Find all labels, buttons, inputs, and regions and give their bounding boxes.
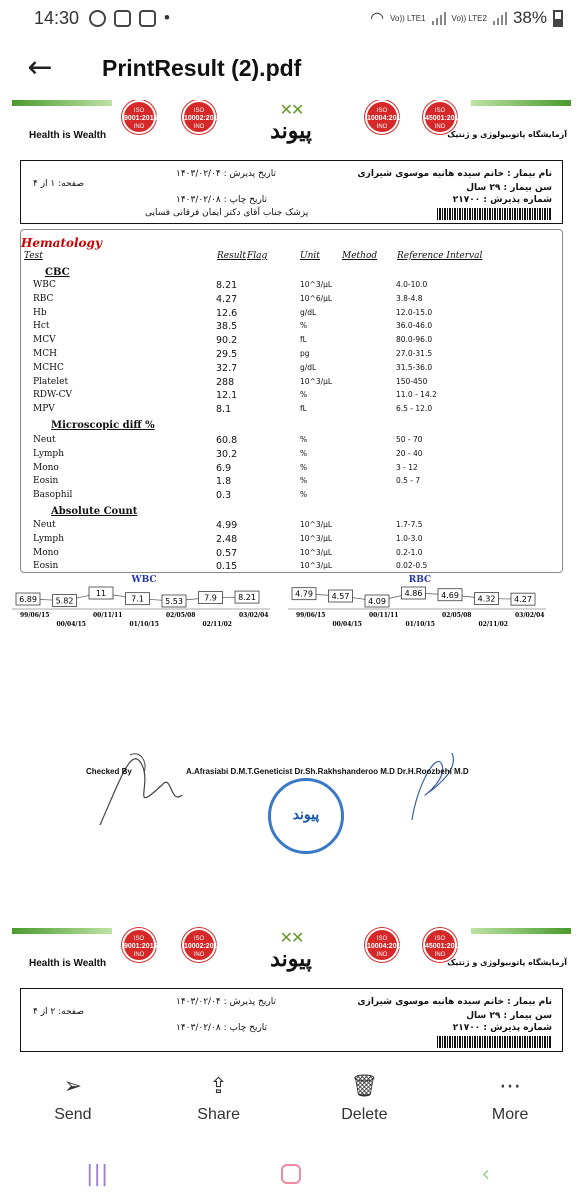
data-label: 4.86	[404, 589, 423, 598]
result-unit: %	[300, 490, 308, 500]
data-label: 11	[95, 589, 107, 598]
result-value: 4.99	[216, 520, 238, 531]
tick-label: 02/05/08	[442, 612, 472, 619]
result-value: 8.21	[216, 280, 238, 291]
tick-label: 03/02/04	[515, 612, 545, 619]
result-ref: 31.5-36.0	[396, 362, 433, 372]
report-header	[12, 928, 571, 982]
peyvand-logo: ✕✕ پیوند	[256, 928, 326, 978]
data-label: 4.27	[514, 595, 532, 605]
result-unit: %	[300, 448, 308, 458]
result-name: Hb	[33, 307, 47, 318]
result-unit: fL	[300, 335, 307, 345]
result-row	[21, 377, 562, 391]
result-unit: 10^3/µL	[300, 533, 333, 543]
col-reference: Reference Interval	[397, 251, 483, 261]
admission-number: شماره پذیرش : ۲۱۷۰۰	[452, 195, 552, 205]
result-unit: %	[300, 476, 308, 486]
result-value: 0.57	[216, 547, 238, 559]
rbc-trend-chart	[288, 575, 552, 653]
data-label: 4.69	[441, 590, 459, 600]
b-notification-icon	[89, 10, 106, 27]
result-value: 288	[216, 376, 235, 388]
col-method: Method	[342, 251, 378, 261]
result-ref: 6.5 - 12.0	[396, 404, 433, 414]
result-name: Lymph	[33, 533, 64, 544]
result-unit: %	[300, 435, 308, 444]
result-ref: 11.0 - 14.2	[396, 390, 437, 400]
tick-label: 00/04/15	[56, 621, 86, 628]
pdf-page-1	[12, 100, 571, 845]
result-unit: 10^3/µL	[300, 561, 333, 571]
result-name: Platelet	[33, 376, 69, 387]
result-name: Hct	[33, 321, 50, 332]
admission-date: تاریخ پذیرش : ۱۴۰۳/۰۲/۰۴	[176, 169, 276, 179]
result-unit: 10^3/µL	[300, 280, 333, 289]
result-unit: g/dL	[300, 362, 317, 372]
result-ref: 12.0-15.0	[396, 307, 433, 317]
result-row	[21, 363, 562, 377]
result-value: 2.48	[216, 533, 238, 545]
iso-badge: ISO 9001:2015 INO	[122, 100, 156, 134]
iso-badge: ISO 10002:2018 INO	[182, 100, 216, 134]
result-value: 12.1	[216, 390, 238, 402]
tick-label: 01/10/15	[129, 621, 159, 628]
result-value: 8.1	[216, 404, 232, 416]
app-bar	[0, 36, 583, 100]
result-unit: %	[300, 462, 308, 472]
col-result: Result	[217, 251, 247, 261]
instagram-notification-icon	[139, 10, 156, 27]
result-unit: 10^3/µL	[300, 520, 333, 529]
battery-icon	[553, 10, 563, 27]
result-ref: 0.02-0.5	[396, 561, 428, 571]
result-row	[21, 390, 562, 404]
header-stripe-left	[12, 928, 112, 934]
result-name: MPV	[33, 404, 55, 415]
data-label: 5.53	[165, 597, 183, 606]
result-row	[21, 561, 562, 575]
result-row	[21, 476, 562, 490]
result-name: Basophil	[33, 490, 73, 501]
iso-badge: ISO 45001:2018 INO	[423, 928, 457, 962]
header-stripe-left	[12, 100, 112, 106]
page-number: صفحه: ۲ از ۴	[33, 1007, 84, 1017]
abs-title: Absolute Count	[51, 506, 138, 517]
result-name: RBC	[33, 293, 54, 304]
result-value: 4.27	[216, 293, 238, 305]
print-date: تاریخ چاپ : ۱۴۰۳/۰۲/۰۸	[176, 1023, 268, 1033]
lab-stamp: پیوند	[268, 778, 344, 854]
delete-button[interactable]: 🗑 Delete	[341, 1073, 388, 1123]
system-nav-bar	[0, 1148, 583, 1200]
result-row	[21, 404, 562, 418]
more-button[interactable]: ⋯ More	[491, 1073, 529, 1123]
tick-label: 99/06/15	[296, 612, 326, 619]
barcode	[437, 1036, 552, 1048]
result-name: RDW-CV	[33, 390, 73, 401]
patient-age: سن بیمار : ۲۹ سال	[466, 1011, 552, 1021]
result-row	[21, 463, 562, 477]
iso-badge: ISO 10002:2018 INO	[182, 928, 216, 962]
result-unit: %	[300, 321, 308, 331]
result-row	[21, 490, 562, 504]
result-ref: 3.8-4.8	[396, 293, 423, 303]
result-ref: 20 - 40	[396, 448, 423, 458]
result-name: MCHC	[33, 362, 64, 373]
logo-mark-icon: ✕✕	[279, 928, 303, 947]
result-value: 12.6	[216, 307, 238, 319]
results-table	[20, 229, 563, 573]
result-ref: 0.5 - 7	[396, 476, 421, 486]
image-notification-icon	[114, 10, 131, 27]
send-icon: ➢	[63, 1073, 83, 1099]
lte1-label: Vo)) LTE1	[390, 13, 426, 23]
result-row	[21, 449, 562, 463]
col-unit: Unit	[300, 251, 320, 261]
send-button[interactable]: ➢ Send	[54, 1073, 92, 1123]
document-title: PrintResult (2).pdf	[102, 54, 302, 81]
result-unit: g/dL	[300, 307, 317, 317]
report-header	[12, 100, 571, 154]
header-stripe-right	[471, 928, 571, 934]
result-row	[21, 435, 562, 449]
cbc-title: CBC	[45, 267, 70, 278]
result-value: 29.5	[216, 349, 238, 360]
patient-info-box	[20, 988, 563, 1052]
trend-charts	[12, 575, 571, 655]
data-label: 4.32	[477, 594, 496, 604]
result-name: MCV	[33, 335, 56, 346]
slogan: Health is Wealth	[29, 130, 107, 141]
more-notifications-dot: •	[164, 8, 170, 27]
admission-number: شماره پذیرش : ۲۱۷۰۰	[452, 1023, 552, 1033]
result-row	[21, 294, 562, 308]
result-ref: 1.0-3.0	[396, 533, 423, 543]
result-row	[21, 321, 562, 335]
wbc-trend-chart	[12, 575, 276, 653]
doctor-name: پزشک جناب آقای دکتر ایمان فرقانی فسایی	[145, 208, 309, 218]
result-ref: 3 - 12	[396, 462, 418, 472]
result-name: Neut	[33, 435, 56, 445]
result-ref: 0.2-1.0	[396, 547, 423, 557]
logo-mark-icon: ✕✕	[279, 100, 303, 119]
col-test: Test	[24, 251, 43, 261]
result-unit: 10^3/µL	[300, 547, 333, 557]
result-ref: 1.7-7.5	[396, 520, 423, 529]
result-name: WBC	[33, 280, 56, 290]
clock: 14:30	[34, 7, 80, 28]
result-value: 90.2	[216, 335, 238, 347]
result-ref: 150-450	[396, 376, 428, 386]
admission-date: تاریخ پذیرش : ۱۴۰۳/۰۲/۰۴	[176, 997, 276, 1007]
result-unit: 10^3/µL	[300, 376, 333, 386]
print-date: تاریخ چاپ : ۱۴۰۳/۰۲/۰۸	[176, 195, 268, 205]
result-ref: 4.0-10.0	[396, 280, 428, 289]
result-unit: pg	[300, 349, 310, 358]
trash-icon: 🗑	[350, 1073, 379, 1099]
result-ref: 50 - 70	[396, 435, 423, 444]
result-row	[21, 308, 562, 322]
tick-label: 02/11/02	[478, 621, 508, 628]
result-ref: 80.0-96.0	[396, 335, 433, 345]
chart-title: RBC	[408, 575, 432, 585]
signature-area	[12, 655, 571, 845]
result-value: 60.8	[216, 435, 238, 446]
result-row	[21, 534, 562, 548]
data-label: 4.09	[368, 597, 386, 606]
tick-label: 00/11/11	[93, 612, 123, 619]
diff-title: Microscopic diff %	[51, 420, 155, 431]
result-value: 30.2	[216, 448, 238, 460]
share-icon: ⇪	[209, 1073, 228, 1099]
result-name: Eosin	[33, 476, 59, 487]
data-label: 4.79	[295, 589, 313, 599]
peyvand-logo: ✕✕ پیوند	[256, 100, 326, 150]
back-icon[interactable]: ‹	[481, 1161, 491, 1187]
result-value: 38.5	[216, 321, 238, 333]
tick-label: 02/11/02	[202, 621, 232, 628]
tick-label: 01/10/15	[405, 621, 435, 628]
result-value: 1.8	[216, 476, 232, 488]
result-name: Lymph	[33, 448, 64, 459]
result-row	[21, 520, 562, 534]
patient-name: نام بیمار : خانم سیده هانیه موسوی شیرازی	[357, 169, 552, 179]
checked-by-label: Checked By	[86, 767, 132, 776]
result-unit: %	[300, 390, 308, 400]
tick-label: 03/02/04	[239, 612, 269, 619]
data-label: 5.82	[55, 596, 74, 606]
result-ref: 36.0-46.0	[396, 321, 433, 331]
result-name: MCH	[33, 349, 57, 359]
result-row	[21, 548, 562, 562]
result-row	[21, 349, 562, 363]
recents-icon[interactable]: |||	[86, 1161, 109, 1187]
tick-label: 99/06/15	[20, 612, 50, 619]
data-label: 6.89	[19, 595, 37, 605]
pdf-viewer[interactable]	[0, 100, 583, 1060]
signatories: A.Afrasiabi D.M.T.Geneticist Dr.Sh.Rakhshanderoo M.D Dr.H.Roozbehi M.D	[186, 767, 469, 776]
result-row	[21, 280, 562, 294]
action-bar	[0, 1060, 583, 1148]
result-unit: fL	[300, 404, 307, 414]
arrow-left-icon[interactable]: ←	[27, 50, 53, 85]
iso-badge: ISO 9001:2015 INO	[122, 928, 156, 962]
share-button[interactable]: ⇪ Share	[197, 1073, 240, 1123]
wifi-icon: ◠	[370, 10, 385, 27]
result-value: 6.9	[216, 462, 232, 474]
result-ref: 27.0-31.5	[396, 349, 433, 358]
patient-name: نام بیمار : خانم سیده هانیه موسوی شیرازی	[357, 997, 552, 1007]
lab-name: آزمایشگاه پاتوبیولوژی و ژنتیک	[447, 130, 567, 139]
home-icon[interactable]	[271, 1156, 311, 1192]
result-name: Mono	[33, 462, 59, 473]
result-value: 0.15	[216, 561, 238, 573]
result-row	[21, 335, 562, 349]
result-name: Eosin	[33, 561, 59, 572]
tick-label: 00/11/11	[369, 612, 399, 619]
result-unit: 10^6/µL	[300, 293, 333, 303]
chart-title: WBC	[131, 575, 157, 585]
signal-1-icon	[432, 11, 446, 25]
data-label: 7.1	[131, 594, 144, 604]
data-label: 4.57	[331, 592, 350, 602]
header-stripe-right	[471, 100, 571, 106]
col-flag: Flag	[247, 251, 268, 261]
section-title: Hematology	[21, 236, 102, 250]
iso-badge: ISO 45001:2018 INO	[423, 100, 457, 134]
slogan: Health is Wealth	[29, 958, 107, 969]
status-bar	[0, 0, 583, 36]
more-icon: ⋯	[499, 1073, 522, 1099]
barcode	[437, 208, 552, 220]
signal-2-icon	[493, 11, 507, 25]
result-name: Mono	[33, 547, 59, 558]
lab-name: آزمایشگاه پاتوبیولوژی و ژنتیک	[447, 958, 567, 967]
iso-badge: ISO 10004:2018 INO	[365, 100, 399, 134]
patient-info-box	[20, 160, 563, 224]
pdf-page-2	[12, 928, 571, 1052]
result-value: 32.7	[216, 362, 238, 374]
result-name: Neut	[33, 520, 56, 530]
page-number: صفحه: ۱ از ۴	[33, 179, 84, 189]
data-label: 8.21	[238, 593, 256, 603]
iso-badge: ISO 10004:2018 INO	[365, 928, 399, 962]
lte2-label: Vo)) LTE2	[451, 13, 487, 23]
patient-age: سن بیمار : ۲۹ سال	[466, 183, 552, 193]
tick-label: 02/05/08	[166, 612, 196, 619]
result-value: 0.3	[216, 490, 232, 502]
battery-percent: 38%	[512, 8, 547, 27]
tick-label: 00/04/15	[332, 621, 362, 628]
data-label: 7.9	[204, 593, 217, 603]
